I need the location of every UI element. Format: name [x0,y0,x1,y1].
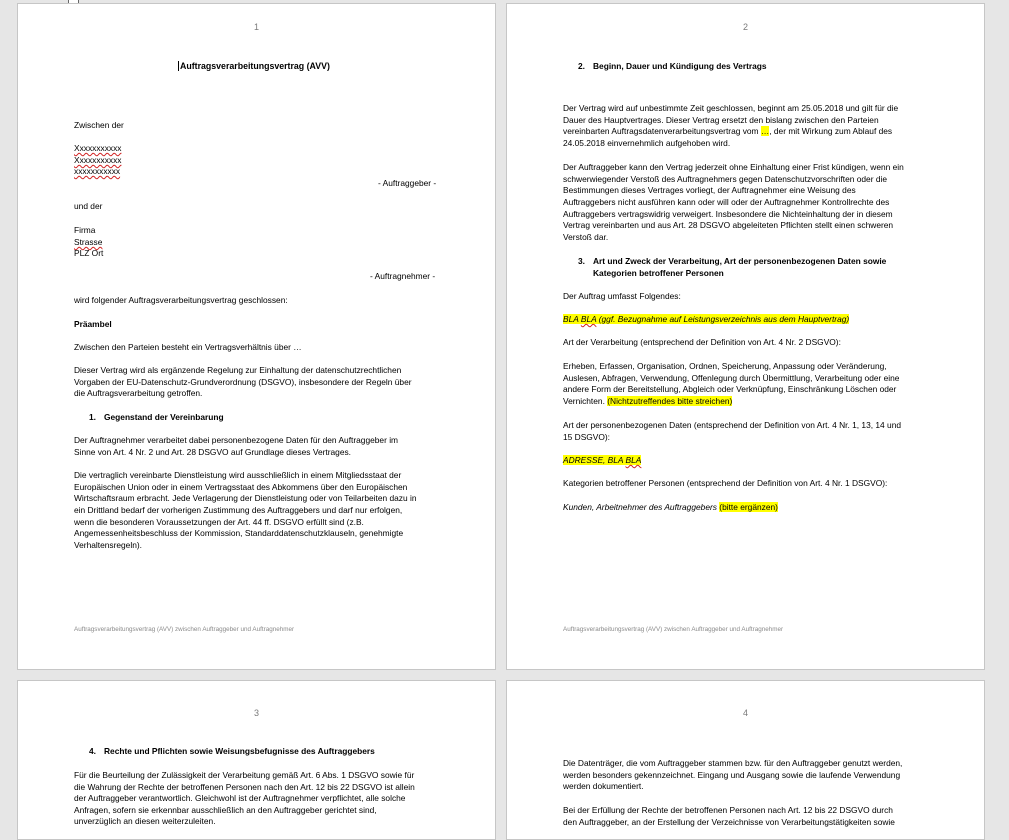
s4-para-line: Für die Beurteilung der Zulässigkeit der Verarbeitung gemäß Art. 6 Abs. 1 DSGVO sowie für [74,770,415,780]
s1-para2-line: Verhaltensregeln). [74,540,142,550]
s2-para1-line: 24.05.2018 einvernehmlich aufgehoben wird. [563,138,731,148]
preamble-para-line: die Auftragsverarbeitung getroffen. [74,388,203,398]
document-page-1[interactable] [17,3,496,670]
page-number: 4 [742,708,748,718]
address-text: BLA [625,455,642,465]
between-label: Zwischen der [74,120,124,130]
s4-para-line: der Auftraggeber verantwortlich. Gleichwohl ist der Auftragnehmer verpflichtet, alle solche [74,793,406,803]
data-type-line: 15 DSGVO): [563,432,611,442]
s2-para2-line: Verstoß dar. [563,232,609,242]
preamble-para-line: Vorgaben der EU-Datenschutz-Grundverordnung (DSGVO), insbesondere der Regeln über [74,377,412,387]
page-footer: Auftragsverarbeitungsvertrag (AVV) zwischen Auftraggeber und Auftragnehmer [74,626,295,633]
concluded-text: wird folgender Auftragsverarbeitungsvertrag geschlossen: [74,295,288,305]
order-placeholder-text [563,314,849,324]
processing-text: Vernichten. [563,396,608,406]
s1-para2-line: wenn die besonderen Voraussetzungen der Art. 44 ff. DSGVO erfüllt sind (z.B. [74,517,364,527]
party2-line: Strasse [74,237,103,247]
s1-para1-line: Der Auftragnehmer verarbeitet dabei personenbezogene Daten für den Auftraggeber im [74,435,399,445]
processing-line: Auslesen, Abfragen, Verwendung, Offenlegung durch Übermittlung, Verarbeitung oder eine [563,373,900,383]
preamble-heading: Präambel [74,319,112,329]
address-text: ADRESSE, BLA [563,455,626,465]
s2-para2-line: Bestimmungen dieses Vertrages vorliegt, der Auftragnehmer eine Weisung des [563,185,856,195]
page-number: 3 [253,708,259,718]
section-3-number: 3. [578,256,585,266]
section-2-number: 2. [578,61,585,71]
s4-para-line: unverzüglich an diesen weiterzuleiten. [74,816,216,826]
document-page-2[interactable] [506,3,985,670]
s2-para1-text: vereinbarten Auftragsdatenverarbeitungsvertrag vom [563,126,761,136]
preamble-para-line: Dieser Vertrag wird als ergänzende Regelung zur Einhaltung der datenschutzrechtlichen [74,365,402,375]
s2-para1-text: , der mit Wirkung zum Ablauf des [769,126,893,136]
processing-line: Erheben, Erfassen, Organisation, Ordnen, Speicherung, Anpassung oder Veränderung, [563,361,887,371]
s1-para1-line: Sinne von Art. 4 Nr. 2 und Art. 28 DSGVO auf Grundlage dieses Vertrages. [74,447,351,457]
section-4-heading: Rechte und Pflichten sowie Weisungsbefugnisse des Auftraggebers [104,746,375,756]
page-number: 1 [253,22,259,32]
preamble-text: Zwischen den Parteien besteht ein Vertragsverhältnis über … [74,342,302,352]
s2-para1-line: Der Vertrag wird auf unbestimmte Zeit geschlossen, beginnt am 25.05.2018 und gilt für die [563,103,899,113]
customers-text: Kunden, Arbeitnehmer des Auftraggebers [563,502,720,512]
party1-line: Xxxxxxxxxxx [74,155,122,165]
categories-label: Kategorien betroffener Personen (entsprechend der Definition von Art. 4 Nr. 1 DSGVO): [563,478,888,488]
p4-para1-line: werden dokumentiert. [563,781,644,791]
and-label: und der [74,201,103,211]
s1-para2-line: Die vertraglich vereinbarte Dienstleistung wird ausschließlich in einem Mitgliedsstaat der [74,470,402,480]
party1-line: Xxxxxxxxxxx [74,143,122,153]
order-placeholder [563,314,849,326]
s2-para1-line [563,126,892,138]
section-3-heading: Kategorien betroffener Personen [593,268,724,278]
s2-para2-line: schwerwiegender Verstoß des Auftragnehmers gegen Datenschutzvorschriften oder die [563,174,888,184]
bla-text: BLA [563,314,581,324]
bla-text: BLA [580,314,597,324]
address-placeholder-text [563,455,641,465]
processing-line: andere Form der Bereitstellung, Abgleich oder Verknüpfung, Einschränkung Löschen oder [563,384,897,394]
p4-para2-line: Bei der Erfüllung der Rechte der betroffenen Personen nach Art. 12 bis 22 DSGVO durch [563,805,893,815]
document-title-wrap [178,61,330,73]
p4-para1-line: Die Datenträger, die vom Auftraggeber stammen bzw. für den Auftraggeber genutzt werden, [563,758,903,768]
page-footer: Auftragsverarbeitungsvertrag (AVV) zwischen Auftraggeber und Auftragnehmer [563,626,784,633]
party2-line: PLZ Ort [74,248,104,258]
s4-para-line: Anfragen, sofern sie erkennbar ausschließlich an den Auftraggeber gerichtet sind, [74,805,377,815]
processing-type-label: Art der Verarbeitung (entsprechend der Definition von Art. 4 Nr. 2 DSGVO): [563,337,841,347]
party2-role: - Auftragnehmer - [370,271,436,281]
processing-line [563,396,732,408]
customers-line [563,502,778,514]
p4-para1-line: werden besonders gekennzeichnet. Eingang und Ausgang sowie die laufende Verwendung [563,770,901,780]
s1-para2-line: Europäischen Union oder in einem Vertragsstaat des Abkommens über den Europäischen [74,482,408,492]
s4-para-line: die Wahrung der Rechte der betroffenen Personen nach den Art. 12 bis 22 DSGVO ist allein [74,782,415,792]
party2-line: Firma [74,225,96,235]
s2-para2-line: Der Auftraggeber kann den Vertrag jederzeit ohne Einhaltung einer Frist kündigen, wenn ein [563,162,904,172]
section-4-number: 4. [89,746,96,756]
s1-para2-line: ein Drittland bedarf der vorherigen Zustimmung des Auftraggebers und darf nur erfolgen, [74,505,403,515]
page-number: 2 [742,22,748,32]
date-placeholder: … [760,126,770,136]
s2-para1-line: Dauer des Hauptvertrages. Dieser Vertrag ersetzt den bislang zwischen den Parteien [563,115,879,125]
section-1-number: 1. [89,412,96,422]
address-placeholder [563,455,641,467]
section-2-heading: Beginn, Dauer und Kündigung des Vertrags [593,61,767,71]
s1-para2-line: Wirtschaftsraum erbracht. Jede Verlagerung der Dienstleistung oder von Teilarbeiten dazu in [74,493,417,503]
text-cursor [178,61,179,71]
p4-para2-line: den Auftraggeber, an der Erstellung der Verzeichnisse von Verarbeitungstätigkeiten sowie [563,817,895,827]
s2-para2-line: Auftraggebers nicht ausführen kann oder will oder der Auftragnehmer Kontrollrechte des [563,197,890,207]
bla-text: (ggf. Bezugnahme auf Leistungsverzeichnis aus dem Hauptvertrag) [596,314,850,324]
s2-para2-line: Auftraggebers vertragswidrig verweigert. Insbesondere die Nichteinhaltung der in diesem [563,209,893,219]
party1-line: xxxxxxxxxxx [74,166,121,176]
data-type-line: Art der personenbezogenen Daten (entsprechend der Definition von Art. 4 Nr. 1, 13, 14 und [563,420,902,430]
document-page-3[interactable] [17,680,496,840]
strike-note: (Nichtzutreffendes bitte streichen) [607,396,733,406]
s1-para2-line: Angemessenheitsbeschluss der Kommission, Standarddatenschutzklauseln, genehmigte [74,528,404,538]
section-3-heading: Art und Zweck der Verarbeitung, Art der personenbezogenen Daten sowie [593,256,887,266]
section-1-heading: Gegenstand der Vereinbarung [104,412,224,422]
s2-para2-line: Vertrag vereinbarten und aus Art. 28 DSGVO abgeleiteten Pflichten stellt einen schweren [563,220,894,230]
document-title: Auftragsverarbeitungsvertrag (AVV) [180,61,330,71]
customers-note: (bitte ergänzen) [719,502,778,512]
document-page-4[interactable] [506,680,985,840]
party1-role: - Auftraggeber - [378,178,437,188]
order-includes: Der Auftrag umfasst Folgendes: [563,291,681,301]
